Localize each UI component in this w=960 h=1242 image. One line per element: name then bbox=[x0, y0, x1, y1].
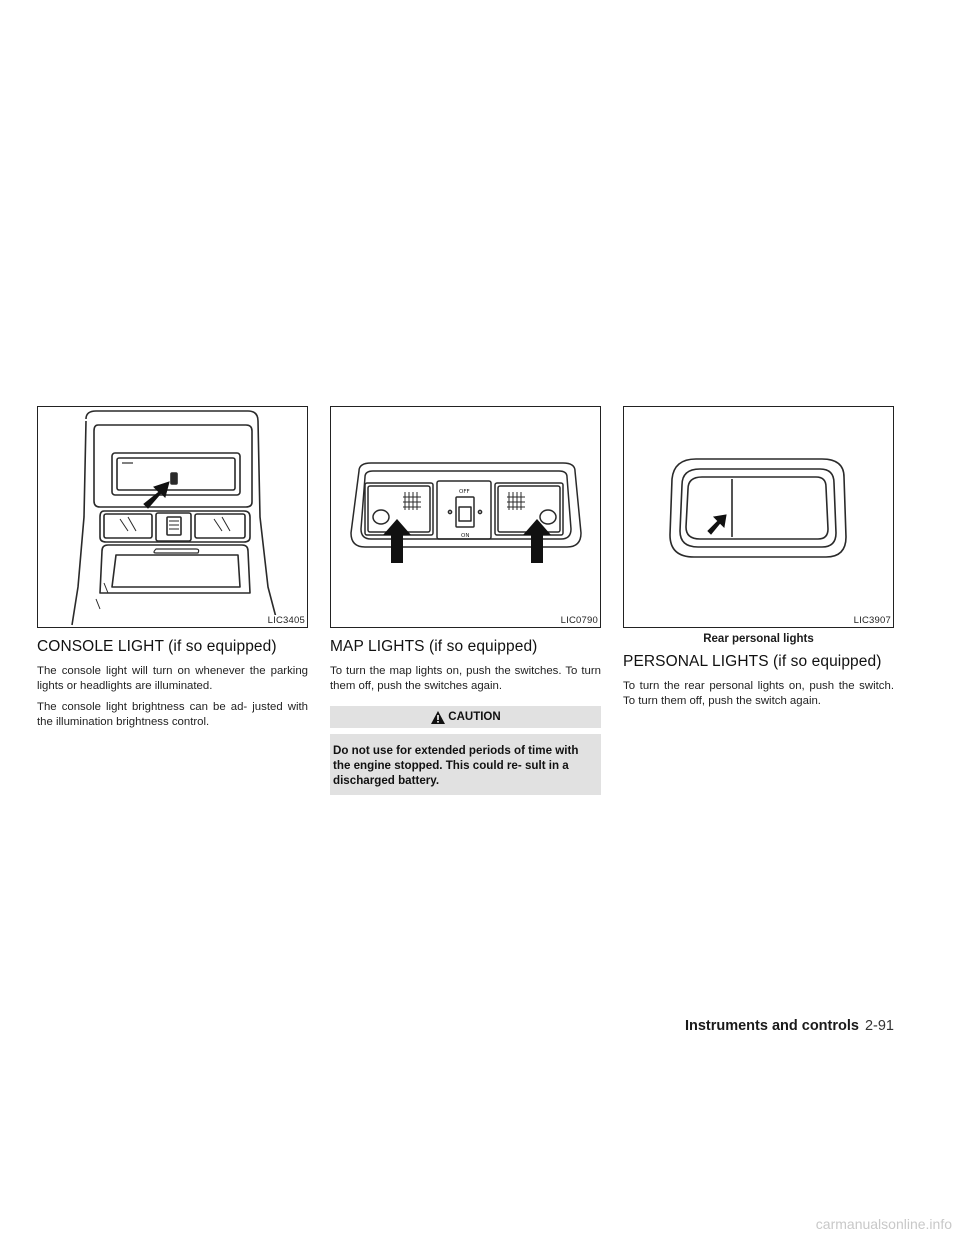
switch-off-label: OFF bbox=[459, 489, 470, 495]
personal-lights-illustration bbox=[624, 407, 893, 627]
arrow-icon bbox=[708, 515, 726, 534]
footer-section-name: Instruments and controls bbox=[684, 1018, 859, 1034]
paragraph: The console light will turn on whenever the parking lights or headlights are illuminated. bbox=[37, 665, 308, 692]
switch-on-label: ON bbox=[461, 533, 470, 539]
paragraph: To turn the rear personal lights on, push the switch. To turn them off, push the switch again. bbox=[623, 679, 894, 707]
figure-code: LIC3405 bbox=[267, 615, 305, 626]
section-title-map-lights: MAP LIGHTS (if so equipped) bbox=[330, 638, 538, 655]
figure-caption: Rear personal lights bbox=[703, 633, 814, 645]
page-number: 2-91 bbox=[864, 1018, 894, 1034]
figure-code: LIC0790 bbox=[560, 615, 598, 626]
caution-text: Do not use for extended periods of time with the engine stopped. This could re- sult in a discharged battery. bbox=[330, 734, 601, 795]
section-title-console-light: CONSOLE LIGHT (if so equipped) bbox=[37, 638, 277, 655]
column-console-light bbox=[37, 406, 308, 736]
up-arrow-icon bbox=[383, 519, 411, 563]
warning-icon bbox=[430, 710, 446, 725]
column-personal-lights bbox=[623, 406, 894, 715]
figure-personal-lights bbox=[623, 406, 894, 628]
column-map-lights bbox=[330, 406, 601, 795]
caution-label: CAUTION bbox=[448, 711, 501, 723]
paragraph: To turn the map lights on, push the switches. To turn them off, push the switches again. bbox=[330, 665, 601, 692]
figure-map-lights bbox=[330, 406, 601, 628]
watermark: carmanualsonline.info bbox=[815, 1216, 952, 1232]
up-arrow-icon bbox=[523, 519, 551, 563]
paragraph: The console light brightness can be ad- justed with the illumination brightness control. bbox=[37, 701, 308, 728]
section-title-personal-lights: PERSONAL LIGHTS (if so equipped) bbox=[623, 652, 882, 670]
figure-console-light bbox=[37, 406, 308, 628]
map-lights-illustration bbox=[331, 407, 600, 627]
page-footer bbox=[0, 1018, 894, 1034]
figure-code: LIC3907 bbox=[853, 615, 891, 626]
console-light-illustration bbox=[38, 407, 307, 627]
caution-box bbox=[330, 706, 601, 795]
caution-header bbox=[330, 706, 601, 728]
